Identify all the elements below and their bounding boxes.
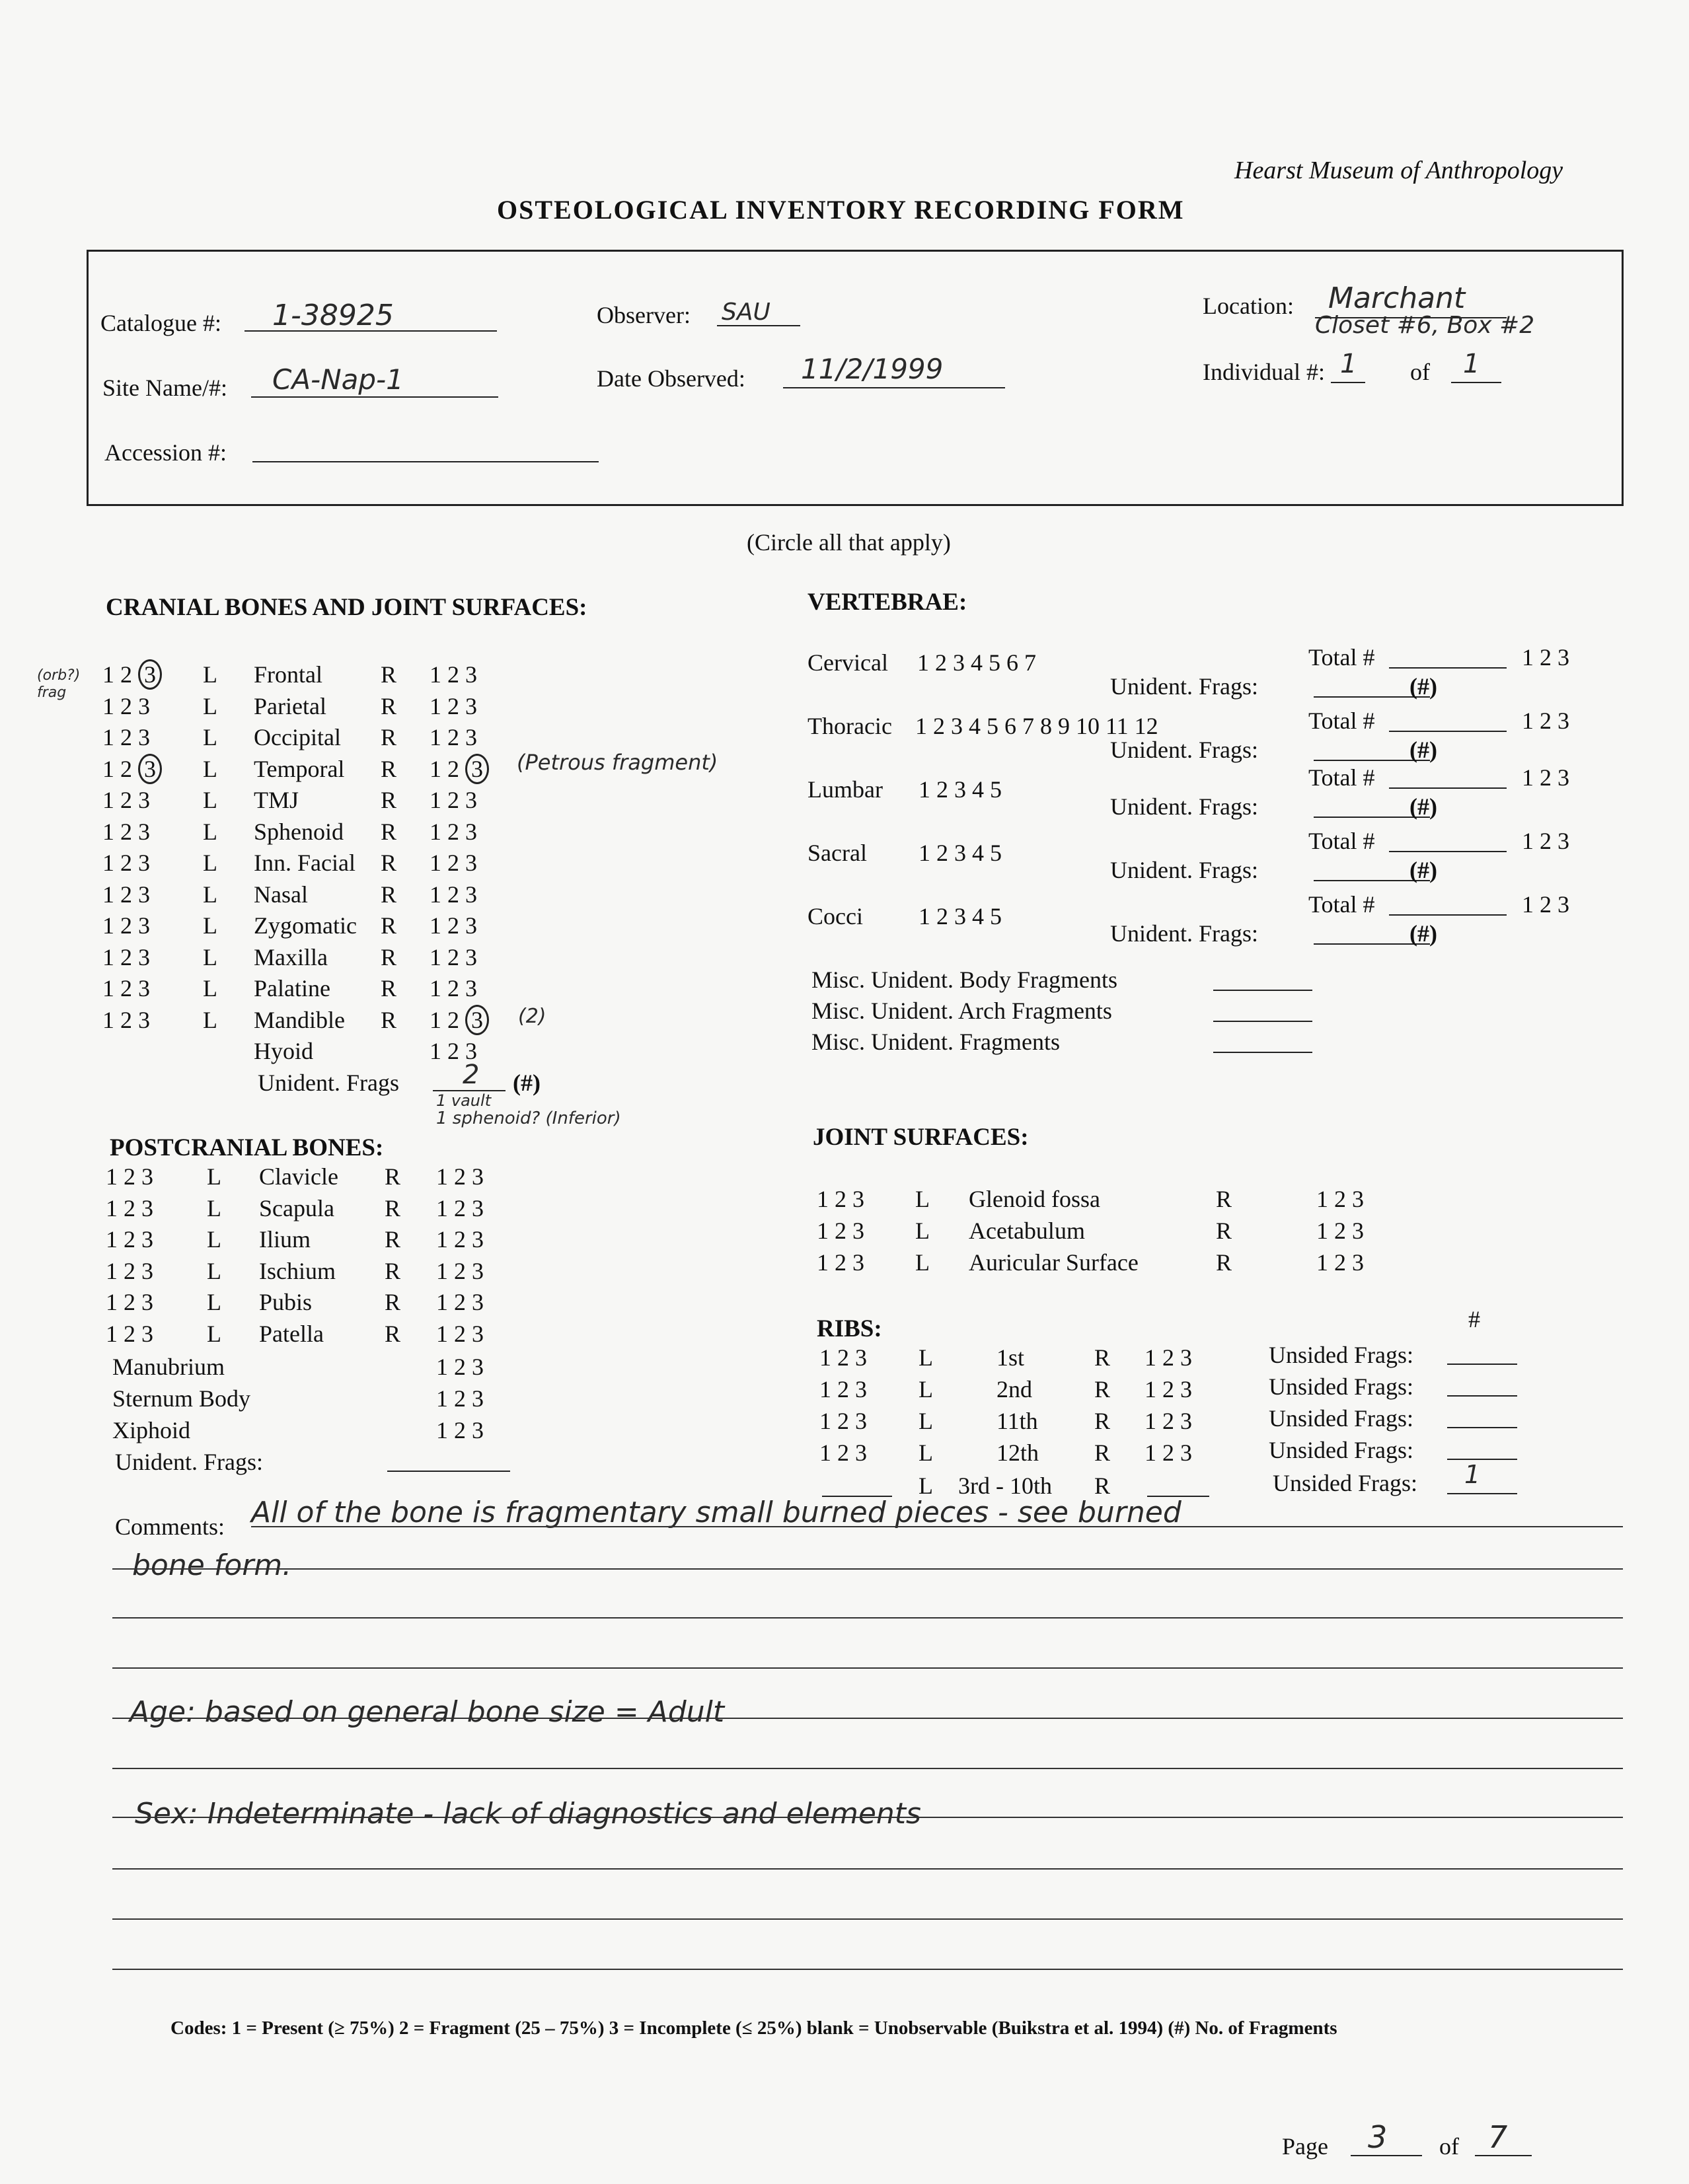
post-ischium-R[interactable]: R <box>385 1257 401 1284</box>
rib-1st-unsided-label: Unsided Frags: <box>1269 1342 1413 1368</box>
rib-1st-R[interactable]: R <box>1094 1344 1111 1371</box>
post-patella-name: Patella <box>259 1320 324 1347</box>
comments-line-1[interactable]: All of the bone is fragmentary small burned pieces - see burned <box>251 1496 1182 1529</box>
vert-lumbar-codes[interactable]: 1 2 3 <box>1522 764 1569 791</box>
vert-thoracic-hash: (#) <box>1409 737 1437 763</box>
observer-value[interactable]: SAU <box>722 299 770 326</box>
joint-auricular-surface-right-codes[interactable]: 1 2 3 <box>1316 1249 1364 1276</box>
rib-1st-left-codes[interactable]: 1 2 3 <box>819 1344 867 1371</box>
comment-line-5 <box>112 1768 1623 1769</box>
cranial-occipital-L[interactable]: L <box>203 724 217 750</box>
vert-cervical-hash: (#) <box>1409 673 1437 700</box>
vert-sacral-codes[interactable]: 1 2 3 <box>1522 828 1569 854</box>
post-ilium-right-codes[interactable]: 1 2 3 <box>436 1226 484 1253</box>
cranial-unident-hash: (#) <box>513 1070 541 1096</box>
comment-line-2 <box>112 1617 1623 1619</box>
cranial-zygomatic-right-codes[interactable]: 1 2 3 <box>430 912 477 939</box>
post-xiphoid-name: Xiphoid <box>112 1417 191 1443</box>
cranial-palatine-right-codes[interactable]: 1 2 3 <box>430 975 477 1001</box>
vert-cocci-hash: (#) <box>1409 920 1437 947</box>
vert-misc-0: Misc. Unident. Body Fragments <box>811 966 1117 993</box>
rib-12th-unsided-label: Unsided Frags: <box>1269 1437 1413 1463</box>
cranial-zygomatic-R[interactable]: R <box>381 912 397 939</box>
instruction-text: (Circle all that apply) <box>747 529 951 556</box>
vert-sacral-total-label: Total # <box>1308 828 1375 854</box>
post-ischium-right-codes[interactable]: 1 2 3 <box>436 1257 484 1284</box>
cranial-frontal-left-codes[interactable]: 1 2 3 <box>102 661 162 688</box>
cranial-mandible-left-codes[interactable]: 1 2 3 <box>102 1006 150 1033</box>
temporal-note: (Petrous fragment) <box>517 749 718 775</box>
post-scapula-right-codes[interactable]: 1 2 3 <box>436 1194 484 1221</box>
vert-cocci-unident-label: Unident. Frags: <box>1110 920 1258 947</box>
post-clavicle-name: Clavicle <box>259 1163 338 1190</box>
date-value[interactable]: 11/2/1999 <box>801 353 944 385</box>
comments-line-2[interactable]: bone form. <box>132 1548 292 1582</box>
cranial-mandible-name: Mandible <box>254 1006 345 1033</box>
rib-mid-label: 3rd - 10th <box>958 1473 1052 1499</box>
cranial-frontal-R[interactable]: R <box>381 661 397 688</box>
rib-mid-L[interactable]: L <box>919 1473 933 1499</box>
cranial-occipital-R[interactable]: R <box>381 724 397 750</box>
cranial-nasal-name: Nasal <box>254 881 308 908</box>
vert-cervical-total-label: Total # <box>1308 644 1375 671</box>
cranial-sphenoid-L[interactable]: L <box>203 818 217 845</box>
site-value[interactable]: CA-Nap-1 <box>272 363 404 396</box>
cranial-parietal-name: Parietal <box>254 692 326 719</box>
comment-line-3 <box>112 1667 1623 1669</box>
post-ischium-left-codes[interactable]: 1 2 3 <box>106 1257 153 1284</box>
cranial-tmj-name: TMJ <box>254 787 299 813</box>
cranial-palatine-L[interactable]: L <box>203 975 217 1001</box>
vert-lumbar-total-label: Total # <box>1308 764 1375 791</box>
cranial-inn-facial-name: Inn. Facial <box>254 850 356 876</box>
vert-misc-2: Misc. Unident. Fragments <box>811 1029 1060 1055</box>
rib-11th-R[interactable]: R <box>1094 1408 1111 1434</box>
rib-mid-unsided-label: Unsided Frags: <box>1273 1470 1417 1496</box>
rib-mid-R[interactable]: R <box>1094 1473 1111 1499</box>
cranial-inn-facial-R[interactable]: R <box>381 850 397 876</box>
cranial-tmj-right-codes[interactable]: 1 2 3 <box>430 787 477 813</box>
post-ilium-L[interactable]: L <box>207 1226 221 1253</box>
post-ilium-R[interactable]: R <box>385 1226 401 1253</box>
joint-glenoid-fossa-left-codes[interactable]: 1 2 3 <box>817 1186 864 1212</box>
cranial-parietal-right-codes[interactable]: 1 2 3 <box>430 692 477 719</box>
cranial-sphenoid-name: Sphenoid <box>254 818 344 845</box>
vert-thoracic-name: Thoracic <box>807 713 892 739</box>
cranial-tmj-left-codes[interactable]: 1 2 3 <box>102 787 150 813</box>
cranial-zygomatic-name: Zygomatic <box>254 912 357 939</box>
cranial-palatine-name: Palatine <box>254 975 330 1001</box>
comments-label: Comments: <box>115 1513 225 1540</box>
rib-12th-R[interactable]: R <box>1094 1439 1111 1466</box>
cranial-unident-label: Unident. Frags <box>258 1070 399 1096</box>
page-number[interactable]: 3 <box>1368 2119 1388 2155</box>
cranial-nasal-left-codes[interactable]: 1 2 3 <box>102 881 150 908</box>
postcranial-unident-label: Unident. Frags: <box>115 1449 263 1475</box>
cranial-parietal-L[interactable]: L <box>203 692 217 719</box>
cranial-sphenoid-left-codes[interactable]: 1 2 3 <box>102 818 150 845</box>
cranial-maxilla-name: Maxilla <box>254 943 328 970</box>
cranial-temporal-name: Temporal <box>254 755 345 782</box>
vert-thoracic-codes[interactable]: 1 2 3 <box>1522 708 1569 734</box>
vert-cervical-nums[interactable]: 1 2 3 4 5 6 7 <box>917 649 1036 676</box>
rib-1st-L[interactable]: L <box>919 1344 933 1371</box>
catalogue-label: Catalogue #: <box>100 310 221 336</box>
vert-thoracic-unident-label: Unident. Frags: <box>1110 737 1258 763</box>
joint-acetabulum-R[interactable]: R <box>1216 1218 1232 1244</box>
cranial-nasal-L[interactable]: L <box>203 881 217 908</box>
cranial-palatine-R[interactable]: R <box>381 975 397 1001</box>
vert-cervical-unident-label: Unident. Frags: <box>1110 673 1258 700</box>
post-patella-left-codes[interactable]: 1 2 3 <box>106 1320 153 1347</box>
post-clavicle-R[interactable]: R <box>385 1163 401 1190</box>
joint-auricular-surface-left-codes[interactable]: 1 2 3 <box>817 1249 864 1276</box>
comment-line-7 <box>112 1868 1623 1870</box>
cranial-unident-note-2: 1 sphenoid? (Inferior) <box>436 1109 621 1128</box>
comment-line-9 <box>112 1969 1623 1970</box>
post-scapula-left-codes[interactable]: 1 2 3 <box>106 1194 153 1221</box>
cranial-margin-note: (orb?) frag <box>37 667 81 701</box>
post-ischium-L[interactable]: L <box>207 1257 221 1284</box>
joint-acetabulum-right-codes[interactable]: 1 2 3 <box>1316 1218 1364 1244</box>
cranial-unident-value[interactable]: 2 <box>463 1060 480 1090</box>
location-value-1[interactable]: Marchant <box>1328 281 1466 315</box>
cranial-inn-facial-L[interactable]: L <box>203 850 217 876</box>
vert-sacral-name: Sacral <box>807 840 867 866</box>
cranial-mandible-right-codes[interactable]: 1 2 3 <box>430 1006 489 1034</box>
cranial-palatine-left-codes[interactable]: 1 2 3 <box>102 975 150 1001</box>
cranial-sphenoid-right-codes[interactable]: 1 2 3 <box>430 818 477 845</box>
rib-12th-right-codes[interactable]: 1 2 3 <box>1145 1439 1192 1466</box>
vert-cocci-nums[interactable]: 1 2 3 4 5 <box>919 903 1002 929</box>
vert-lumbar-unident-label: Unident. Frags: <box>1110 793 1258 820</box>
post-ilium-name: Ilium <box>259 1226 311 1253</box>
vert-sacral-nums[interactable]: 1 2 3 4 5 <box>919 840 1002 866</box>
page-of-label: of <box>1439 2133 1459 2160</box>
rib-2nd-L[interactable]: L <box>919 1376 933 1402</box>
rib-2nd-unsided-label: Unsided Frags: <box>1269 1373 1413 1400</box>
rib-11th-unsided-label: Unsided Frags: <box>1269 1405 1413 1432</box>
cranial-zygomatic-L[interactable]: L <box>203 912 217 939</box>
post-pubis-R[interactable]: R <box>385 1289 401 1315</box>
vert-lumbar-name: Lumbar <box>807 776 883 803</box>
cranial-zygomatic-left-codes[interactable]: 1 2 3 <box>102 912 150 939</box>
cranial-temporal-left-codes[interactable]: 1 2 3 <box>102 755 162 783</box>
rib-2nd-left-codes[interactable]: 1 2 3 <box>819 1376 867 1402</box>
vert-cervical-name: Cervical <box>807 649 888 676</box>
joint-glenoid-fossa-L[interactable]: L <box>915 1186 930 1212</box>
cranial-nasal-R[interactable]: R <box>381 881 397 908</box>
cranial-temporal-R[interactable]: R <box>381 755 397 782</box>
individual-label: Individual #: <box>1203 359 1325 385</box>
rib-11th-left-codes[interactable]: 1 2 3 <box>819 1408 867 1434</box>
vert-thoracic-total-label: Total # <box>1308 708 1375 734</box>
post-manubrium-codes[interactable]: 1 2 3 <box>436 1354 484 1380</box>
postcranial-heading: POSTCRANIAL BONES: <box>110 1134 384 1161</box>
cranial-unident-note-1: 1 vault <box>436 1091 492 1110</box>
vert-cocci-codes[interactable]: 1 2 3 <box>1522 891 1569 918</box>
comment-line-4 <box>112 1718 1623 1719</box>
location-label: Location: <box>1203 293 1294 319</box>
post-clavicle-L[interactable]: L <box>207 1163 221 1190</box>
joint-glenoid-fossa-R[interactable]: R <box>1216 1186 1232 1212</box>
cranial-maxilla-L[interactable]: L <box>203 943 217 970</box>
rib-11th-right-codes[interactable]: 1 2 3 <box>1145 1408 1192 1434</box>
comment-line-1 <box>112 1568 1623 1570</box>
rib-1st-name: 1st <box>996 1344 1025 1371</box>
rib-11th-L[interactable]: L <box>919 1408 933 1434</box>
individual-total[interactable]: 1 <box>1463 349 1480 379</box>
catalogue-value[interactable]: 1-38925 <box>272 299 394 332</box>
joint-acetabulum-name: Acetabulum <box>969 1218 1085 1244</box>
comment-line-8 <box>112 1918 1623 1920</box>
cranial-frontal-name: Frontal <box>254 661 322 688</box>
codes-legend: Codes: 1 = Present (≥ 75%) 2 = Fragment (25 – 75%) 3 = Incomplete (≤ 25%) blank = Unobservable (Buikstra et al. 1994) (#) No. of Fragments <box>170 2018 1337 2039</box>
post-ischium-name: Ischium <box>259 1257 336 1284</box>
post-sternum-body-name: Sternum Body <box>112 1385 251 1412</box>
cranial-heading: CRANIAL BONES AND JOINT SURFACES: <box>106 594 587 621</box>
vert-cocci-name: Cocci <box>807 903 863 929</box>
hyoid-codes[interactable]: 1 2 3 <box>430 1038 477 1064</box>
post-ilium-left-codes[interactable]: 1 2 3 <box>106 1226 153 1253</box>
rib-12th-L[interactable]: L <box>919 1439 933 1466</box>
cranial-inn-facial-left-codes[interactable]: 1 2 3 <box>102 850 150 876</box>
mandible-note: (2) <box>518 1004 546 1028</box>
post-xiphoid-codes[interactable]: 1 2 3 <box>436 1417 484 1443</box>
vertebrae-heading: VERTEBRAE: <box>807 589 967 616</box>
ribs-hash: # <box>1468 1306 1480 1332</box>
rib-1st-right-codes[interactable]: 1 2 3 <box>1145 1344 1192 1371</box>
joint-glenoid-fossa-name: Glenoid fossa <box>969 1186 1100 1212</box>
cranial-nasal-right-codes[interactable]: 1 2 3 <box>430 881 477 908</box>
joint-acetabulum-L[interactable]: L <box>915 1218 930 1244</box>
date-label: Date Observed: <box>597 365 745 392</box>
post-sternum-body-codes[interactable]: 1 2 3 <box>436 1385 484 1412</box>
vert-sacral-hash: (#) <box>1409 857 1437 883</box>
cranial-temporal-L[interactable]: L <box>203 755 217 782</box>
observer-label: Observer: <box>597 302 691 328</box>
post-patella-right-codes[interactable]: 1 2 3 <box>436 1320 484 1347</box>
rib-11th-name: 11th <box>996 1408 1038 1434</box>
cranial-parietal-R[interactable]: R <box>381 692 397 719</box>
post-clavicle-right-codes[interactable]: 1 2 3 <box>436 1163 484 1190</box>
post-scapula-name: Scapula <box>259 1194 334 1221</box>
rib-mid-unsided-value[interactable]: 1 <box>1464 1460 1481 1489</box>
rib-2nd-name: 2nd <box>996 1376 1032 1402</box>
cranial-mandible-L[interactable]: L <box>203 1006 217 1033</box>
cranial-sphenoid-R[interactable]: R <box>381 818 397 845</box>
joint-auricular-surface-R[interactable]: R <box>1216 1249 1232 1276</box>
location-value-2[interactable]: Closet #6, Box #2 <box>1315 312 1535 339</box>
post-scapula-R[interactable]: R <box>385 1194 401 1221</box>
individual-value[interactable]: 1 <box>1340 349 1357 379</box>
museum-name: Hearst Museum of Anthropology <box>1234 157 1563 184</box>
site-label: Site Name/#: <box>102 375 227 401</box>
rib-12th-name: 12th <box>996 1439 1039 1466</box>
comment-line-0 <box>251 1526 1623 1527</box>
vert-lumbar-hash: (#) <box>1409 793 1437 820</box>
cranial-mandible-R[interactable]: R <box>381 1006 397 1033</box>
cranial-maxilla-left-codes[interactable]: 1 2 3 <box>102 943 150 970</box>
cranial-maxilla-R[interactable]: R <box>381 943 397 970</box>
post-clavicle-left-codes[interactable]: 1 2 3 <box>106 1163 153 1190</box>
post-pubis-right-codes[interactable]: 1 2 3 <box>436 1289 484 1315</box>
joint-auricular-surface-name: Auricular Surface <box>969 1249 1139 1276</box>
form-title: OSTEOLOGICAL INVENTORY RECORDING FORM <box>497 195 1185 225</box>
cranial-occipital-left-codes[interactable]: 1 2 3 <box>102 724 150 750</box>
cranial-tmj-R[interactable]: R <box>381 787 397 813</box>
joint-heading: JOINT SURFACES: <box>813 1124 1029 1151</box>
post-patella-R[interactable]: R <box>385 1320 401 1347</box>
comments-sex[interactable]: Sex: Indeterminate - lack of diagnostics and elements <box>135 1797 921 1831</box>
rib-2nd-R[interactable]: R <box>1094 1376 1111 1402</box>
hyoid-label: Hyoid <box>254 1038 313 1064</box>
vert-cocci-total-label: Total # <box>1308 891 1375 918</box>
joint-auricular-surface-L[interactable]: L <box>915 1249 930 1276</box>
post-patella-L[interactable]: L <box>207 1320 221 1347</box>
vert-thoracic-nums[interactable]: 1 2 3 4 5 6 7 8 9 10 11 12 <box>915 713 1158 739</box>
vert-lumbar-nums[interactable]: 1 2 3 4 5 <box>919 776 1002 803</box>
post-pubis-name: Pubis <box>259 1289 313 1315</box>
vert-cervical-codes[interactable]: 1 2 3 <box>1522 644 1569 671</box>
rib-2nd-right-codes[interactable]: 1 2 3 <box>1145 1376 1192 1402</box>
accession-label: Accession #: <box>104 439 227 466</box>
rib-12th-left-codes[interactable]: 1 2 3 <box>819 1439 867 1466</box>
joint-glenoid-fossa-right-codes[interactable]: 1 2 3 <box>1316 1186 1364 1212</box>
post-manubrium-name: Manubrium <box>112 1354 225 1380</box>
cranial-frontal-L[interactable]: L <box>203 661 217 688</box>
cranial-occipital-name: Occipital <box>254 724 341 750</box>
page-label: Page <box>1282 2133 1328 2160</box>
post-scapula-L[interactable]: L <box>207 1194 221 1221</box>
cranial-inn-facial-right-codes[interactable]: 1 2 3 <box>430 850 477 876</box>
cranial-occipital-right-codes[interactable]: 1 2 3 <box>430 724 477 750</box>
comments-age[interactable]: Age: based on general bone size = Adult <box>130 1695 725 1729</box>
of-label: of <box>1410 359 1430 385</box>
post-pubis-left-codes[interactable]: 1 2 3 <box>106 1289 153 1315</box>
comment-line-6 <box>112 1817 1623 1818</box>
post-pubis-L[interactable]: L <box>207 1289 221 1315</box>
vert-misc-1: Misc. Unident. Arch Fragments <box>811 998 1112 1024</box>
cranial-parietal-left-codes[interactable]: 1 2 3 <box>102 692 150 719</box>
joint-acetabulum-left-codes[interactable]: 1 2 3 <box>817 1218 864 1244</box>
cranial-tmj-L[interactable]: L <box>203 787 217 813</box>
cranial-temporal-right-codes[interactable]: 1 2 3 <box>430 755 489 783</box>
cranial-frontal-right-codes[interactable]: 1 2 3 <box>430 661 477 688</box>
vert-sacral-unident-label: Unident. Frags: <box>1110 857 1258 883</box>
ribs-heading: RIBS: <box>817 1315 882 1342</box>
page-total[interactable]: 7 <box>1488 2119 1508 2155</box>
cranial-maxilla-right-codes[interactable]: 1 2 3 <box>430 943 477 970</box>
